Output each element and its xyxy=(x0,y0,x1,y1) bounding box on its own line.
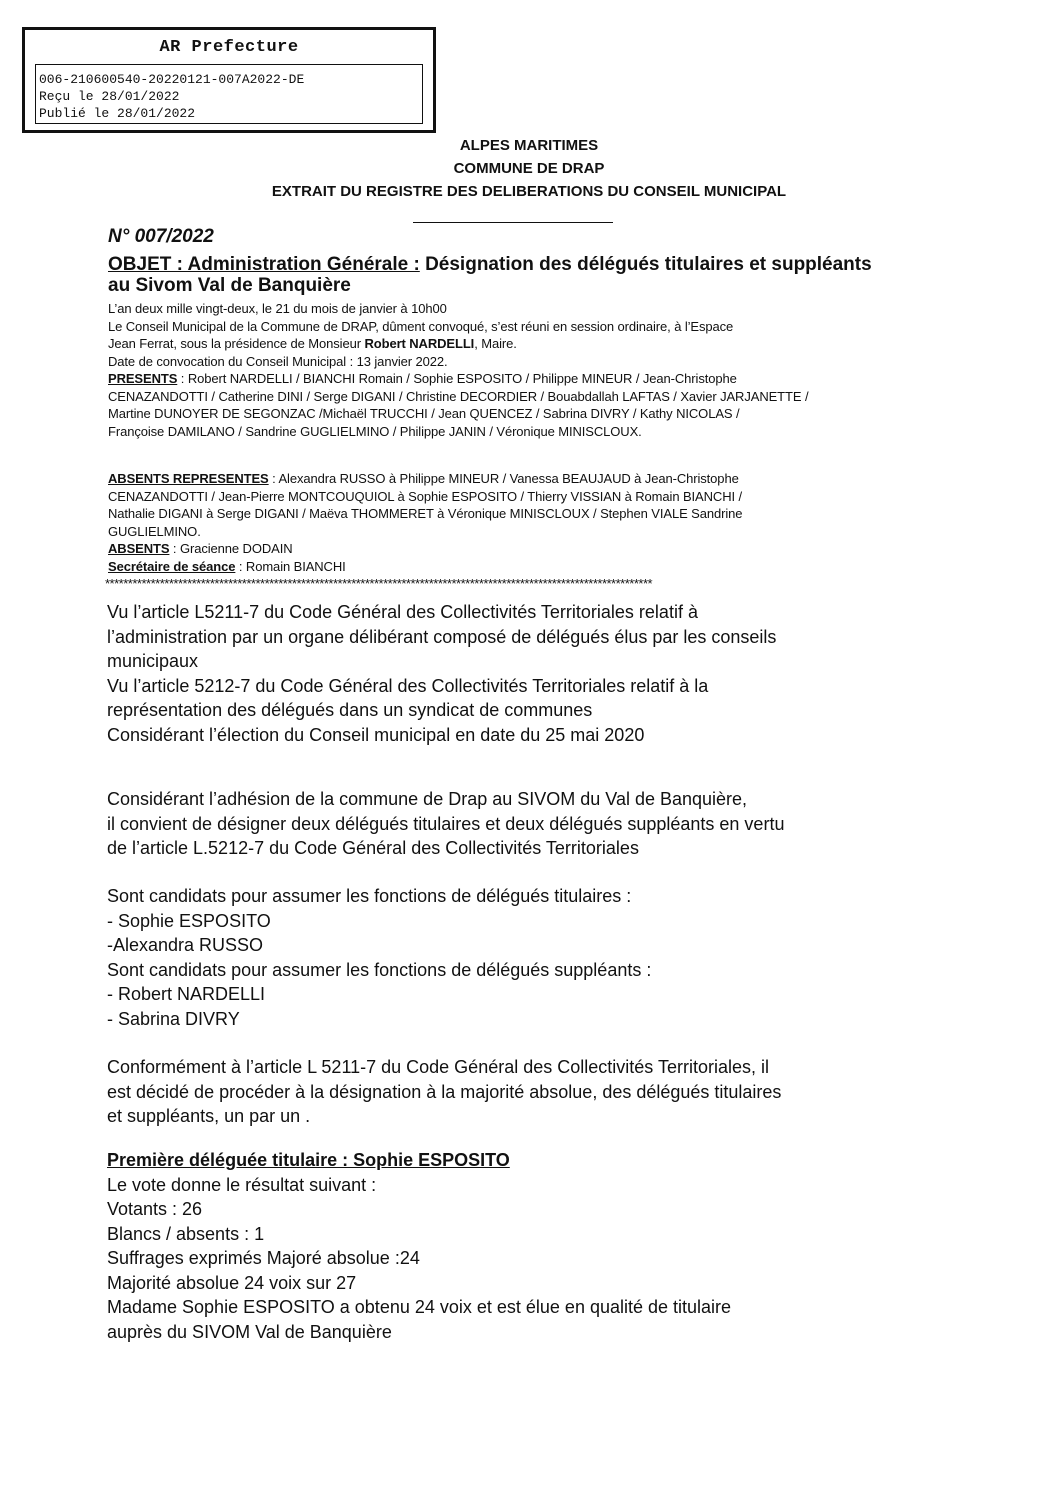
absents-represented-line: GUGLIELMINO. xyxy=(108,523,201,539)
considerant-line: Considérant l’adhésion de la commune de Drap au SIVOM du Val de Banquière, xyxy=(107,789,748,809)
session-presidency xyxy=(108,335,928,353)
vote-line: auprès du SIVOM Val de Banquière xyxy=(107,1321,392,1342)
department-name: ALPES MARITIMES xyxy=(459,137,599,154)
presidency-text: Jean Ferrat, sous la présidence de Monsieur xyxy=(108,336,365,351)
stamp-received-date: Reçu le 28/01/2022 xyxy=(39,89,180,104)
first-delegate-heading: Première déléguée titulaire : Sophie ESPOSITO xyxy=(107,1150,510,1170)
stamp-reference: 006-210600540-20220121-007A2022-DE xyxy=(39,72,305,87)
vu-line: Vu l’article L5211-7 du Code Général des Collectivités Territoriales relatif à xyxy=(107,602,698,622)
vu-line: représentation des délégués dans un syndicat de communes xyxy=(107,700,593,720)
conformement-line: et suppléants, un par un . xyxy=(107,1106,311,1126)
candidates-block xyxy=(107,884,927,1031)
presents-line: : Robert NARDELLI / BIANCHI Romain / Sophie ESPOSITO / Philippe MINEUR / Jean-Christophe xyxy=(177,371,737,386)
mayor-name: Robert NARDELLI xyxy=(364,336,475,351)
deliberation-number: N° 007/2022 xyxy=(108,226,214,247)
session-date: L’an deux mille vingt-deux, le 21 du mois de janvier à 10h00 xyxy=(108,301,447,316)
presents-line: Martine DUNOYER DE SEGONZAC /Michaël TRUCCHI / Jean QUENCEZ / Sabrina DIVRY / Kathy NICOLAS / xyxy=(108,406,740,421)
first-delegate-block xyxy=(107,1148,927,1344)
register-title: EXTRAIT DU REGISTRE DES DELIBERATIONS DU CONSEIL MUNICIPAL xyxy=(271,183,787,200)
absents-represented-block xyxy=(108,470,928,575)
candidates-line: - Sophie ESPOSITO xyxy=(107,910,271,931)
presents-line: Françoise DAMILANO / Sandrine GUGLIELMINO / Philippe JANIN / Véronique MINISCLOUX. xyxy=(108,423,642,439)
secretary-line xyxy=(108,558,928,576)
candidates-line: -Alexandra RUSSO xyxy=(107,935,264,955)
candidates-line: Sont candidats pour assumer les fonctions de délégués titulaires : xyxy=(107,886,632,906)
conformement-block xyxy=(107,1055,927,1129)
presents-label: PRESENTS xyxy=(108,371,178,386)
stamp-details xyxy=(35,64,423,124)
vu-line: Considérant l’élection du Conseil municipal en date du 25 mai 2020 xyxy=(107,724,645,745)
conformement-line: est décidé de procéder à la désignation à la majorité absolue, des délégués titulaires xyxy=(107,1081,782,1102)
considerant-line: de l’article L.5212-7 du Code Général des Collectivités Territoriales xyxy=(107,838,639,858)
vu-line: Vu l’article 5212-7 du Code Général des Collectivités Territoriales relatif à la xyxy=(107,675,709,696)
vote-line: Blancs / absents : 1 xyxy=(107,1223,265,1244)
considerant-line: il convient de désigner deux délégués titulaires et deux délégués suppléants en vertu xyxy=(107,813,785,834)
absents-label: ABSENTS xyxy=(108,541,170,556)
absents-text: : Gracienne DODAIN xyxy=(169,541,293,556)
presents-line: CENAZANDOTTI / Catherine DINI / Serge DIGANI / Christine DECORDIER / Bouabdallah LAFTAS / Xavier JARJANETTE / xyxy=(108,388,809,404)
secretary-text: : Romain BIANCHI xyxy=(235,558,346,574)
stamp-title: AR Prefecture xyxy=(159,38,299,57)
vote-line: Le vote donne le résultat suivant : xyxy=(107,1174,377,1195)
convocation-date: Date de convocation du Conseil Municipal : 13 janvier 2022. xyxy=(108,353,448,369)
conformement-line: Conformément à l’article L 5211-7 du Code Général des Collectivités Territoriales, il xyxy=(107,1057,769,1077)
stamp-published-date: Publié le 28/01/2022 xyxy=(39,106,196,121)
commune-name: COMMUNE DE DRAP xyxy=(453,160,605,177)
vote-line: Madame Sophie ESPOSITO a obtenu 24 voix et est élue en qualité de titulaire xyxy=(107,1297,732,1317)
absents-represented-line: : Alexandra RUSSO à Philippe MINEUR / Vanessa BEAUJAUD à Jean-Christophe xyxy=(268,471,739,486)
vote-line: Suffrages exprimés Majoré absolue :24 xyxy=(107,1248,420,1268)
vote-line: Majorité absolue 24 voix sur 27 xyxy=(107,1272,357,1293)
subject xyxy=(108,254,888,296)
absents-line xyxy=(108,540,928,558)
absents-represented-label: ABSENTS REPRESENTES xyxy=(108,471,269,486)
session-intro: Le Conseil Municipal de la Commune de DRAP, dûment convoqué, s’est réuni en session ordinaire, à l’Espace xyxy=(108,318,734,334)
subject-label: OBJET : Administration Générale : xyxy=(108,254,420,275)
session-details xyxy=(108,300,928,440)
absents-represented-line: CENAZANDOTTI / Jean-Pierre MONTCOUQUIOL à Sophie ESPOSITO / Thierry VISSIAN à Romain BIANCHI / xyxy=(108,488,743,504)
mayor-title: , Maire. xyxy=(474,336,517,351)
absents-represented-line: Nathalie DIGANI à Serge DIGANI / Maëva THOMMERET à Véronique MINISCLOUX / Stephen VIALE Sandrine xyxy=(108,506,743,521)
presents-block xyxy=(108,370,928,388)
vote-line: Votants : 26 xyxy=(107,1199,203,1219)
vu-line: municipaux xyxy=(107,651,199,671)
candidates-line: - Robert NARDELLI xyxy=(107,984,266,1004)
document-header xyxy=(0,134,1058,203)
absents-represented-first xyxy=(108,470,928,488)
separator-line: ************************************************************************************************************************ xyxy=(105,577,653,591)
ar-prefecture-stamp xyxy=(22,27,436,133)
candidates-line: Sont candidats pour assumer les fonctions de délégués suppléants : xyxy=(107,959,652,980)
candidates-line: - Sabrina DIVRY xyxy=(107,1008,240,1029)
secretary-label: Secrétaire de séance xyxy=(108,558,236,574)
header-divider xyxy=(413,222,613,223)
vu-block xyxy=(107,600,927,747)
considerant-block xyxy=(107,787,927,861)
subject-text: Désignation des délégués titulaires et suppléants au Sivom Val de Banquière xyxy=(108,254,872,296)
vu-line: l’administration par un organe délibérant composé de délégués élus par les conseils xyxy=(107,626,777,647)
